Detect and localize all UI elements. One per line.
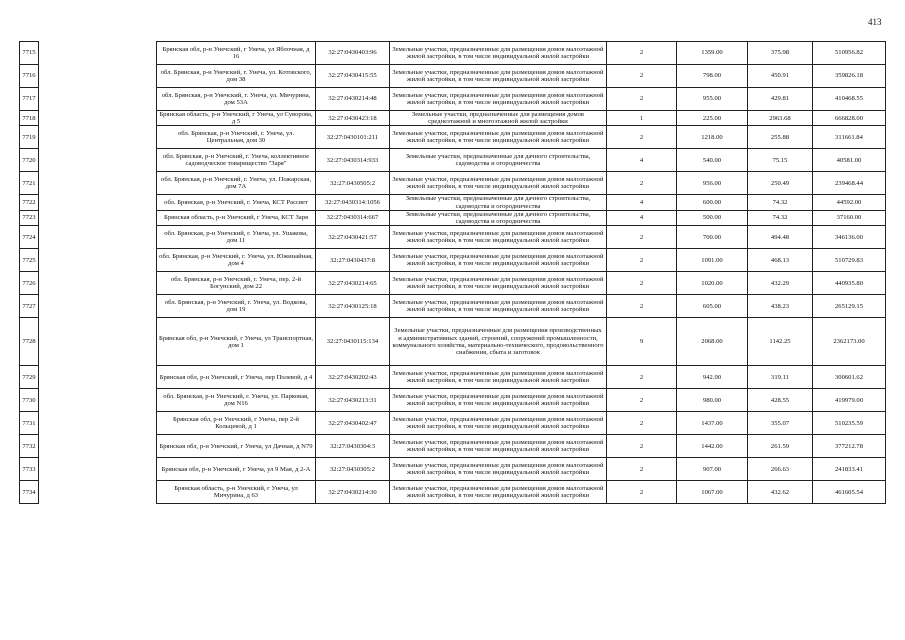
specific-value-cell: 250.49 [748,172,813,195]
row-number-cell: 7726 [20,272,39,295]
table-row [20,412,886,435]
area-cell: 980.00 [677,389,748,412]
land-use-cell: Земельные участки, предназначенные для размещения домов малоэтажной жилой застройки, в том числе индивидуальной жилой застройки [390,126,607,149]
row-number-cell: 7734 [20,481,39,504]
specific-value-cell: 2963.68 [748,111,813,126]
specific-value-cell: 438.23 [748,295,813,318]
cadastral-number-cell: 32:27:0430101:211 [316,126,390,149]
spacer-cell [39,88,157,111]
area-cell: 600.00 [677,195,748,210]
land-use-cell: Земельные участки, предназначенные для дачного строительства, садоводства и огородничества [390,195,607,210]
cadastral-value-cell: 40581.00 [813,149,886,172]
row-number-cell: 7715 [20,42,39,65]
cadastral-number-cell: 32:27:0430403:96 [316,42,390,65]
area-cell: 798.00 [677,65,748,88]
table-row [20,172,886,195]
table-row [20,389,886,412]
spacer-cell [39,111,157,126]
address-cell: Брянская обл, р-н Унечский, г Унеча, ул Яблочная, д 16 [157,42,316,65]
cadastral-value-cell: 461605.54 [813,481,886,504]
row-number-cell: 7728 [20,318,39,366]
category-cell: 2 [607,458,677,481]
specific-value-cell: 75.15 [748,149,813,172]
category-cell: 2 [607,366,677,389]
land-use-cell: Земельные участки, предназначенные для размещения домов малоэтажной жилой застройки, в том числе индивидуальной жилой застройки [390,172,607,195]
specific-value-cell: 429.81 [748,88,813,111]
specific-value-cell: 266.63 [748,458,813,481]
cadastral-value-cell: 359826.18 [813,65,886,88]
area-cell: 1020.00 [677,272,748,295]
category-cell: 4 [607,195,677,210]
area-cell: 500.00 [677,210,748,225]
cadastral-number-cell: 32:27:0430314:933 [316,149,390,172]
table-row [20,195,886,210]
spacer-cell [39,412,157,435]
address-cell: обл. Брянская, р-н Унечский, г. Унеча, ул. Южинайная, дом 4 [157,249,316,272]
cadastral-value-cell: 377212.78 [813,435,886,458]
row-number-cell: 7716 [20,65,39,88]
cadastral-number-cell: 32:27:0430314:1056 [316,195,390,210]
address-cell: Брянская обл, р-н Унечский, г Унеча, пер 2-й Кольцевой, д 1 [157,412,316,435]
spacer-cell [39,65,157,88]
spacer-cell [39,210,157,225]
category-cell: 2 [607,295,677,318]
cadastral-number-cell: 32:27:0430115:134 [316,318,390,366]
spacer-cell [39,126,157,149]
spacer-cell [39,226,157,249]
cadastral-value-cell: 410468.55 [813,88,886,111]
cadastral-number-cell: 32:27:0430423:18 [316,111,390,126]
land-use-cell: Земельные участки, предназначенные для размещения домов малоэтажной жилой застройки, в том числе индивидуальной жилой застройки [390,65,607,88]
cadastral-value-cell: 510729.83 [813,249,886,272]
cadastral-value-cell: 419979.00 [813,389,886,412]
land-use-cell: Земельные участки, предназначенные для размещения домов малоэтажной жилой застройки, в том числе индивидуальной жилой застройки [390,42,607,65]
cadastral-value-cell: 2362173.00 [813,318,886,366]
category-cell: 2 [607,481,677,504]
land-use-cell: Земельные участки, предназначенные для размещения домов малоэтажной жилой застройки, в том числе индивидуальной жилой застройки [390,226,607,249]
land-use-cell: Земельные участки, предназначенные для размещения домов малоэтажной жилой застройки, в том числе индивидуальной жилой застройки [390,88,607,111]
table-row [20,249,886,272]
land-use-cell: Земельные участки, предназначенные для размещения домов малоэтажной жилой застройки, в том числе индивидуальной жилой застройки [390,481,607,504]
cadastral-value-cell: 311661.84 [813,126,886,149]
land-use-cell: Земельные участки, предназначенные для размещения домов малоэтажной жилой застройки, в том числе индивидуальной жилой застройки [390,366,607,389]
spacer-cell [39,272,157,295]
cadastral-value-cell: 510956.82 [813,42,886,65]
category-cell: 2 [607,172,677,195]
table-row [20,458,886,481]
cadastral-value-table [19,41,886,504]
land-use-cell: Земельные участки, предназначенные для дачного строительства, садоводства и огородничества [390,149,607,172]
row-number-cell: 7724 [20,226,39,249]
address-cell: обл. Брянская, р-н Унечский, г. Унеча, ул. Центральная, дом 30 [157,126,316,149]
cadastral-value-cell: 37160.00 [813,210,886,225]
row-number-cell: 7725 [20,249,39,272]
cadastral-value-cell: 510235.59 [813,412,886,435]
cadastral-value-cell: 239468.44 [813,172,886,195]
cadastral-value-cell: 265129.15 [813,295,886,318]
page-number: 413 [868,17,882,27]
address-cell: Брянская обл, р-н Унечский, г Унеча, ул 9 Мая, д 2-А [157,458,316,481]
address-cell: Брянская обл, р-н Унечский, г Унеча, ул Дачная, д N79 [157,435,316,458]
address-cell: обл. Брянская, р-н Унечский, г. Унеча, КСТ Рассвет [157,195,316,210]
table-row [20,318,886,366]
address-cell: Брянская обл, р-н Унечский, г Унеча, пер Полевой, д 4 [157,366,316,389]
table-row [20,42,886,65]
specific-value-cell: 261.59 [748,435,813,458]
area-cell: 540.00 [677,149,748,172]
row-number-cell: 7723 [20,210,39,225]
row-number-cell: 7732 [20,435,39,458]
land-use-cell: Земельные участки, предназначенные для размещения домов малоэтажной жилой застройки, в том числе индивидуальной жилой застройки [390,389,607,412]
cadastral-number-cell: 32:27:0430305:2 [316,458,390,481]
category-cell: 2 [607,412,677,435]
category-cell: 2 [607,126,677,149]
specific-value-cell: 494.48 [748,226,813,249]
row-number-cell: 7731 [20,412,39,435]
area-cell: 700.00 [677,226,748,249]
area-cell: 1359.00 [677,42,748,65]
address-cell: обл. Брянская, р-н Унечский, г. Унеча, ул. Парковая, дом N16 [157,389,316,412]
table-row [20,126,886,149]
spacer-cell [39,458,157,481]
row-number-cell: 7730 [20,389,39,412]
specific-value-cell: 74.32 [748,195,813,210]
table-row [20,481,886,504]
spacer-cell [39,481,157,504]
category-cell: 9 [607,318,677,366]
specific-value-cell: 428.55 [748,389,813,412]
row-number-cell: 7722 [20,195,39,210]
specific-value-cell: 74.32 [748,210,813,225]
spacer-cell [39,172,157,195]
specific-value-cell: 450.91 [748,65,813,88]
table-row [20,111,886,126]
address-cell: обл. Брянская, р-н Унечский, г. Унеча, ул. Пожарская, дом 7А [157,172,316,195]
cadastral-number-cell: 32:27:0430437:8 [316,249,390,272]
spacer-cell [39,366,157,389]
cadastral-value-cell: 300601.62 [813,366,886,389]
table-row [20,272,886,295]
area-cell: 225.00 [677,111,748,126]
cadastral-number-cell: 32:27:0430505:2 [316,172,390,195]
land-use-cell: Земельные участки, предназначенные для размещения домов малоэтажной жилой застройки, в том числе индивидуальной жилой застройки [390,295,607,318]
cadastral-number-cell: 32:27:0430214:30 [316,481,390,504]
cadastral-number-cell: 32:27:0430214:48 [316,88,390,111]
specific-value-cell: 375.98 [748,42,813,65]
address-cell: обл. Брянская, р-н Унечский, г. Унеча, ул. Водкова, дом 19 [157,295,316,318]
address-cell: обл. Брянская, р-н Унечский, г. Унеча, коллективное садоводческое товарищество "Заря" [157,149,316,172]
cadastral-value-cell: 241833.41 [813,458,886,481]
row-number-cell: 7720 [20,149,39,172]
category-cell: 2 [607,435,677,458]
cadastral-value-cell: 44592.00 [813,195,886,210]
spacer-cell [39,149,157,172]
area-cell: 955.00 [677,88,748,111]
address-cell: обл. Брянская, р-н Унечский, г. Унеча, ул. Ушакова, дом 11 [157,226,316,249]
category-cell: 4 [607,210,677,225]
land-use-cell: Земельные участки, предназначенные для размещения домов малоэтажной жилой застройки, в том числе индивидуальной жилой застройки [390,272,607,295]
spacer-cell [39,389,157,412]
area-cell: 907.00 [677,458,748,481]
area-cell: 1442.00 [677,435,748,458]
table-row [20,149,886,172]
category-cell: 2 [607,226,677,249]
cadastral-number-cell: 32:27:0430213:31 [316,389,390,412]
category-cell: 2 [607,389,677,412]
specific-value-cell: 468.13 [748,249,813,272]
cadastral-number-cell: 32:27:0430304:3 [316,435,390,458]
land-use-cell: Земельные участки, предназначенные для размещения производственных и административных зданий, строений, сооружений промышленности, коммунального хозяйства, материально-технического, продовольственного снабжения, сбыта и заготовок [390,318,607,366]
land-use-cell: Земельные участки, предназначенные для дачного строительства, садоводства и огородничества [390,210,607,225]
address-cell: Брянская область, р-н Унечский, г Унеча, ул Мичурина, д 63 [157,481,316,504]
row-number-cell: 7717 [20,88,39,111]
table-row [20,88,886,111]
table-row [20,295,886,318]
row-number-cell: 7733 [20,458,39,481]
land-use-cell: Земельные участки, предназначенные для размещения домов малоэтажной жилой застройки, в том числе индивидуальной жилой застройки [390,249,607,272]
row-number-cell: 7729 [20,366,39,389]
spacer-cell [39,318,157,366]
address-cell: обл. Брянская, р-н Унечский, г. Унеча, ул. Котовского, дом 38 [157,65,316,88]
table-row [20,366,886,389]
specific-value-cell: 319.11 [748,366,813,389]
area-cell: 1067.00 [677,481,748,504]
table-row [20,226,886,249]
specific-value-cell: 432.62 [748,481,813,504]
cadastral-value-cell: 346136.00 [813,226,886,249]
spacer-cell [39,435,157,458]
table-row [20,435,886,458]
area-cell: 605.00 [677,295,748,318]
category-cell: 2 [607,42,677,65]
cadastral-number-cell: 32:27:0430402:47 [316,412,390,435]
table-row [20,65,886,88]
address-cell: Брянская область, р-н Унечский, г Унеча, КСТ Заря [157,210,316,225]
area-cell: 2068.00 [677,318,748,366]
spacer-cell [39,42,157,65]
specific-value-cell: 1142.25 [748,318,813,366]
cadastral-number-cell: 32:27:0430314:667 [316,210,390,225]
table-row [20,210,886,225]
row-number-cell: 7719 [20,126,39,149]
cadastral-number-cell: 32:27:0430202:43 [316,366,390,389]
cadastral-number-cell: 32:27:0430214:65 [316,272,390,295]
area-cell: 942.00 [677,366,748,389]
category-cell: 2 [607,65,677,88]
spacer-cell [39,249,157,272]
cadastral-value-cell: 440935.80 [813,272,886,295]
category-cell: 2 [607,88,677,111]
address-cell: обл. Брянская, р-н Унечский, г. Унеча, ул. Мичурина, дом 53А [157,88,316,111]
cadastral-number-cell: 32:27:0430415:55 [316,65,390,88]
address-cell: Брянская область, р-н Унечский, г Унеча, ул Суворова, д 5 [157,111,316,126]
area-cell: 956.00 [677,172,748,195]
cadastral-number-cell: 32:27:0430421:57 [316,226,390,249]
spacer-cell [39,295,157,318]
category-cell: 2 [607,272,677,295]
category-cell: 2 [607,249,677,272]
specific-value-cell: 432.29 [748,272,813,295]
address-cell: обл. Брянская, р-н Унечский, г. Унеча, пер. 2-й Богунский, дом 22 [157,272,316,295]
row-number-cell: 7721 [20,172,39,195]
row-number-cell: 7718 [20,111,39,126]
area-cell: 1218.00 [677,126,748,149]
table-body [20,42,886,504]
land-use-cell: Земельные участки, предназначенные для размещения домов малоэтажной жилой застройки, в том числе индивидуальной жилой застройки [390,435,607,458]
land-use-cell: Земельные участки, предназначенные для размещения домов малоэтажной жилой застройки, в том числе индивидуальной жилой застройки [390,458,607,481]
category-cell: 1 [607,111,677,126]
specific-value-cell: 255.88 [748,126,813,149]
land-use-cell: Земельные участки, предназначенные для размещения домов среднеэтажной и многоэтажной жилой застройки [390,111,607,126]
cadastral-value-cell: 666828.00 [813,111,886,126]
area-cell: 1091.00 [677,249,748,272]
specific-value-cell: 355.07 [748,412,813,435]
row-number-cell: 7727 [20,295,39,318]
land-use-cell: Земельные участки, предназначенные для размещения домов малоэтажной жилой застройки, в том числе индивидуальной жилой застройки [390,412,607,435]
area-cell: 1437.00 [677,412,748,435]
spacer-cell [39,195,157,210]
cadastral-number-cell: 32:27:0430125:18 [316,295,390,318]
address-cell: Брянская обл, р-н Унечский, г Унеча, ул Транспортная, дом 1 [157,318,316,366]
category-cell: 4 [607,149,677,172]
